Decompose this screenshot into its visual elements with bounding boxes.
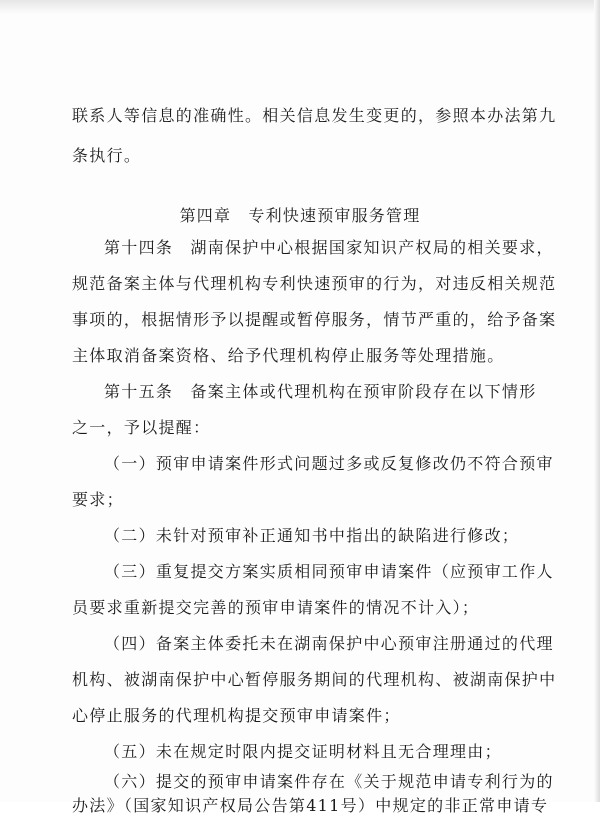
- item-2-line: （二）未针对预审补正通知书中指出的缺陷进行修改；: [104, 526, 520, 545]
- article-15-line: 第十五条 备案主体或代理机构在预审阶段存在以下情形: [104, 382, 537, 401]
- text-line: 条执行。: [72, 146, 142, 165]
- item-5-line: （五）未在规定时限内提交证明材料且无合理理由；: [104, 742, 502, 761]
- item-1-line: 要求；: [72, 490, 124, 509]
- page-right-shadow: [594, 0, 600, 802]
- page-top-shadow: [0, 0, 600, 14]
- article-15-line: 之一，予以提醒：: [72, 418, 211, 437]
- article-14-line: 事项的，根据情形予以提醒或暂停服务，情节严重的，给予备案: [72, 310, 557, 329]
- article-14-line: 第十四条 湖南保护中心根据国家知识产权局的相关要求，: [104, 238, 554, 257]
- article-14-line: 规范备案主体与代理机构专利快速预审的行为，对违反相关规范: [72, 274, 557, 293]
- chapter-heading: 第四章 专利快速预审服务管理: [179, 206, 421, 225]
- item-4-line: 机构、被湖南保护中心暂停服务期间的代理机构、被湖南保护中: [72, 670, 557, 689]
- item-3-line: （三）重复提交方案实质相同预审申请案件（应预审工作人: [104, 562, 554, 581]
- article-14-line: 主体取消备案资格、给予代理机构停止服务等处理措施。: [72, 346, 505, 365]
- item-4-line: （四）备案主体委托未在湖南保护中心预审注册通过的代理: [104, 634, 554, 653]
- item-6-line: （六）提交的预审申请案件存在《关于规范申请专利行为的: [104, 772, 554, 791]
- item-6-line: 办法》（国家知识产权局公告第411号）中规定的非正常申请专: [72, 796, 549, 815]
- item-1-line: （一）预审申请案件形式问题过多或反复修改仍不符合预审: [104, 454, 554, 473]
- item-3-line: 员要求重新提交完善的预审申请案件的情况不计入）；: [72, 598, 480, 617]
- item-4-line: 心停止服务的代理机构提交预审申请案件；: [72, 706, 401, 725]
- text-line: 联系人等信息的准确性。相关信息发生变更的，参照本办法第九: [72, 106, 557, 125]
